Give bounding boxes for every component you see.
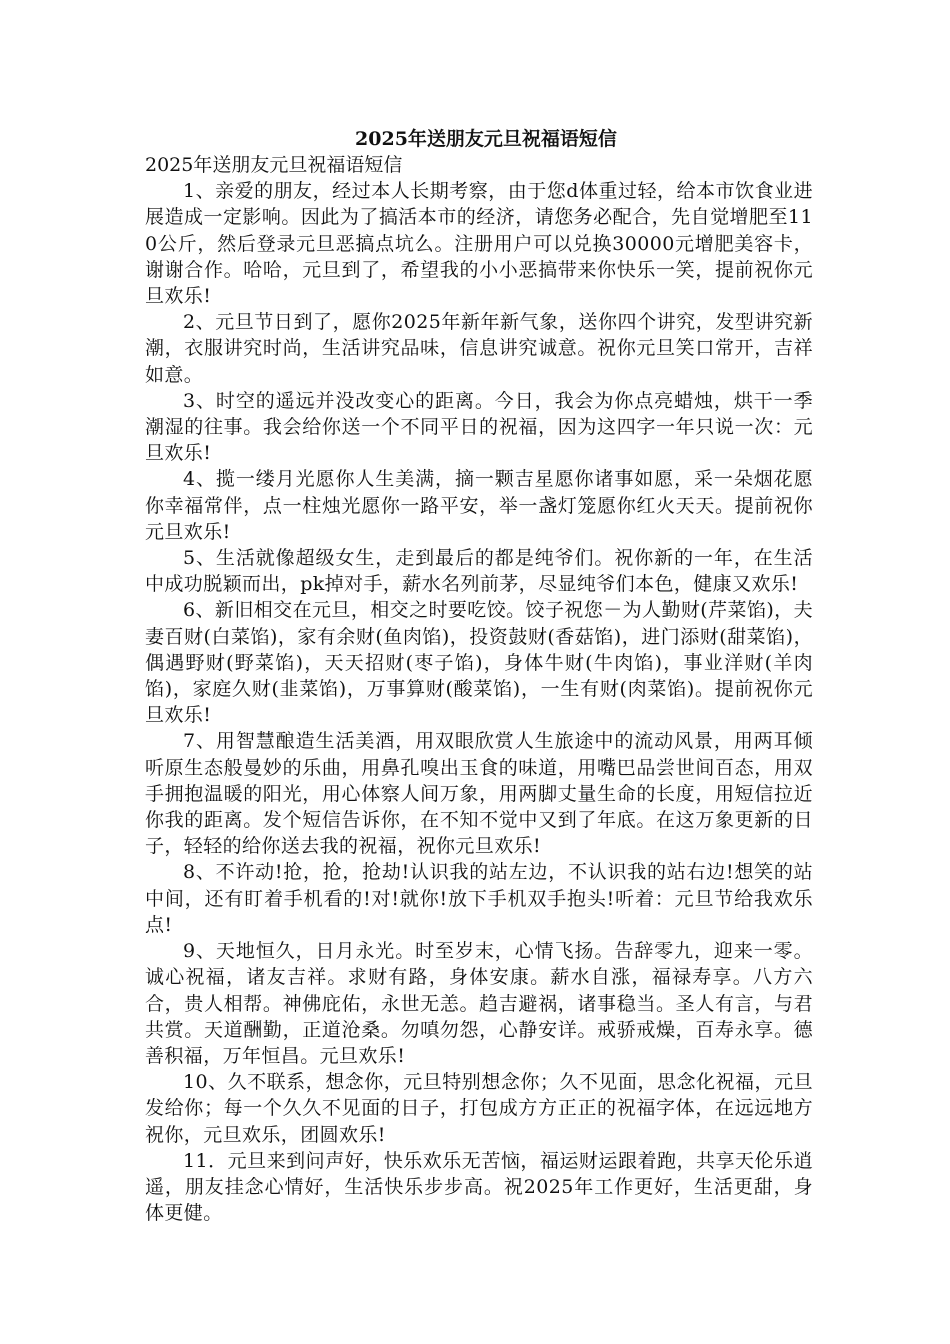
paragraph-1: 1、亲爱的朋友，经过本人长期考察，由于您d体重过轻，给本市饮食业进展造成一定影响。因此为了搞活本市的经济，请您务必配合，先自觉增肥至110公斤，然后登录元旦恶搞点坑么。注册用户可以兑换30000元增肥美容卡，谢谢合作。哈哈，元旦到了，希望我的小小恶搞带来你快乐一笑，提前祝你元旦欢乐!	[145, 180, 813, 308]
paragraph-9: 9、天地恒久，日月永光。时至岁末，心情飞扬。告辞零九，迎来一零。诚心祝福，诸友吉祥。求财有路，身体安康。薪水自涨，福禄寿享。八方六合，贵人相帮。神佛庇佑，永世无恙。趋吉避祸，诸事稳当。圣人有言，与君共赏。天道酬勤，正道沧桑。勿嗔勿怨，心静安详。戒骄戒燥，百寿永享。德善积福，万年恒昌。元旦欢乐!	[145, 940, 813, 1067]
document-page	[145, 126, 813, 1226]
paragraph-5: 5、生活就像超级女生，走到最后的都是纯爷们。祝你新的一年，在生活中成功脱颖而出，pk掉对手，薪水名列前茅，尽显纯爷们本色，健康又欢乐!	[145, 547, 813, 596]
paragraph-6: 6、新旧相交在元旦，相交之时要吃饺。饺子祝您－为人勤财(芹菜馅)，夫妻百财(白菜馅)，家有余财(鱼肉馅)，投资鼓财(香菇馅)，进门添财(甜菜馅)，偶遇野财(野菜馅)，天天招财(枣子馅)，身体牛财(牛肉馅)，事业洋财(羊肉馅)，家庭久财(韭菜馅)，万事算财(酸菜馅)，一生有财(肉菜馅)。提前祝你元旦欢乐!	[145, 599, 813, 727]
document-subtitle: 2025年送朋友元旦祝福语短信	[145, 154, 403, 176]
paragraph-7: 7、用智慧酿造生活美酒，用双眼欣赏人生旅途中的流动风景，用两耳倾听原生态般曼妙的乐曲，用鼻孔嗅出玉食的味道，用嘴巴品尝世间百态，用双手拥抱温暖的阳光，用心体察人间万象，用两脚丈量生命的长度，用短信拉近你我的距离。发个短信告诉你，在不知不觉中又到了年底。在这万象更新的日子，轻轻的给你送去我的祝福，祝你元旦欢乐!	[145, 730, 813, 858]
paragraph-10: 10、久不联系，想念你，元旦特别想念你；久不见面，思念化祝福，元旦发给你；每一个久久不见面的日子，打包成方方正正的祝福字体，在远远地方祝你，元旦欢乐，团圆欢乐!	[145, 1071, 813, 1146]
paragraph-11: 11．元旦来到问声好，快乐欢乐无苦恼，福运财运跟着跑，共享天伦乐逍遥，朋友挂念心情好，生活快乐步步高。祝2025年工作更好，生活更甜，身体更健。	[145, 1149, 813, 1225]
paragraph-4: 4、揽一缕月光愿你人生美满，摘一颗吉星愿你诸事如愿，采一朵烟花愿你幸福常伴，点一柱烛光愿你一路平安，举一盏灯笼愿你红火天天。提前祝你元旦欢乐!	[145, 468, 813, 543]
paragraph-2: 2、元旦节日到了，愿你2025年新年新气象，送你四个讲究，发型讲究新潮，衣服讲究时尚，生活讲究品味，信息讲究诚意。祝你元旦笑口常开，吉祥如意。	[145, 311, 813, 386]
paragraph-8: 8、不许动!抢，抢，抢劫!认识我的站左边，不认识我的站右边!想笑的站中间，还有盯着手机看的!对!就你!放下手机双手抱头!听着：元旦节给我欢乐点!	[145, 861, 813, 936]
paragraph-3: 3、时空的遥远并没改变心的距离。今日，我会为你点亮蜡烛，烘干一季潮湿的往事。我会给你送一个不同平日的祝福，因为这四字一年只说一次：元旦欢乐!	[145, 389, 813, 465]
document-title: 2025年送朋友元旦祝福语短信	[355, 128, 617, 150]
